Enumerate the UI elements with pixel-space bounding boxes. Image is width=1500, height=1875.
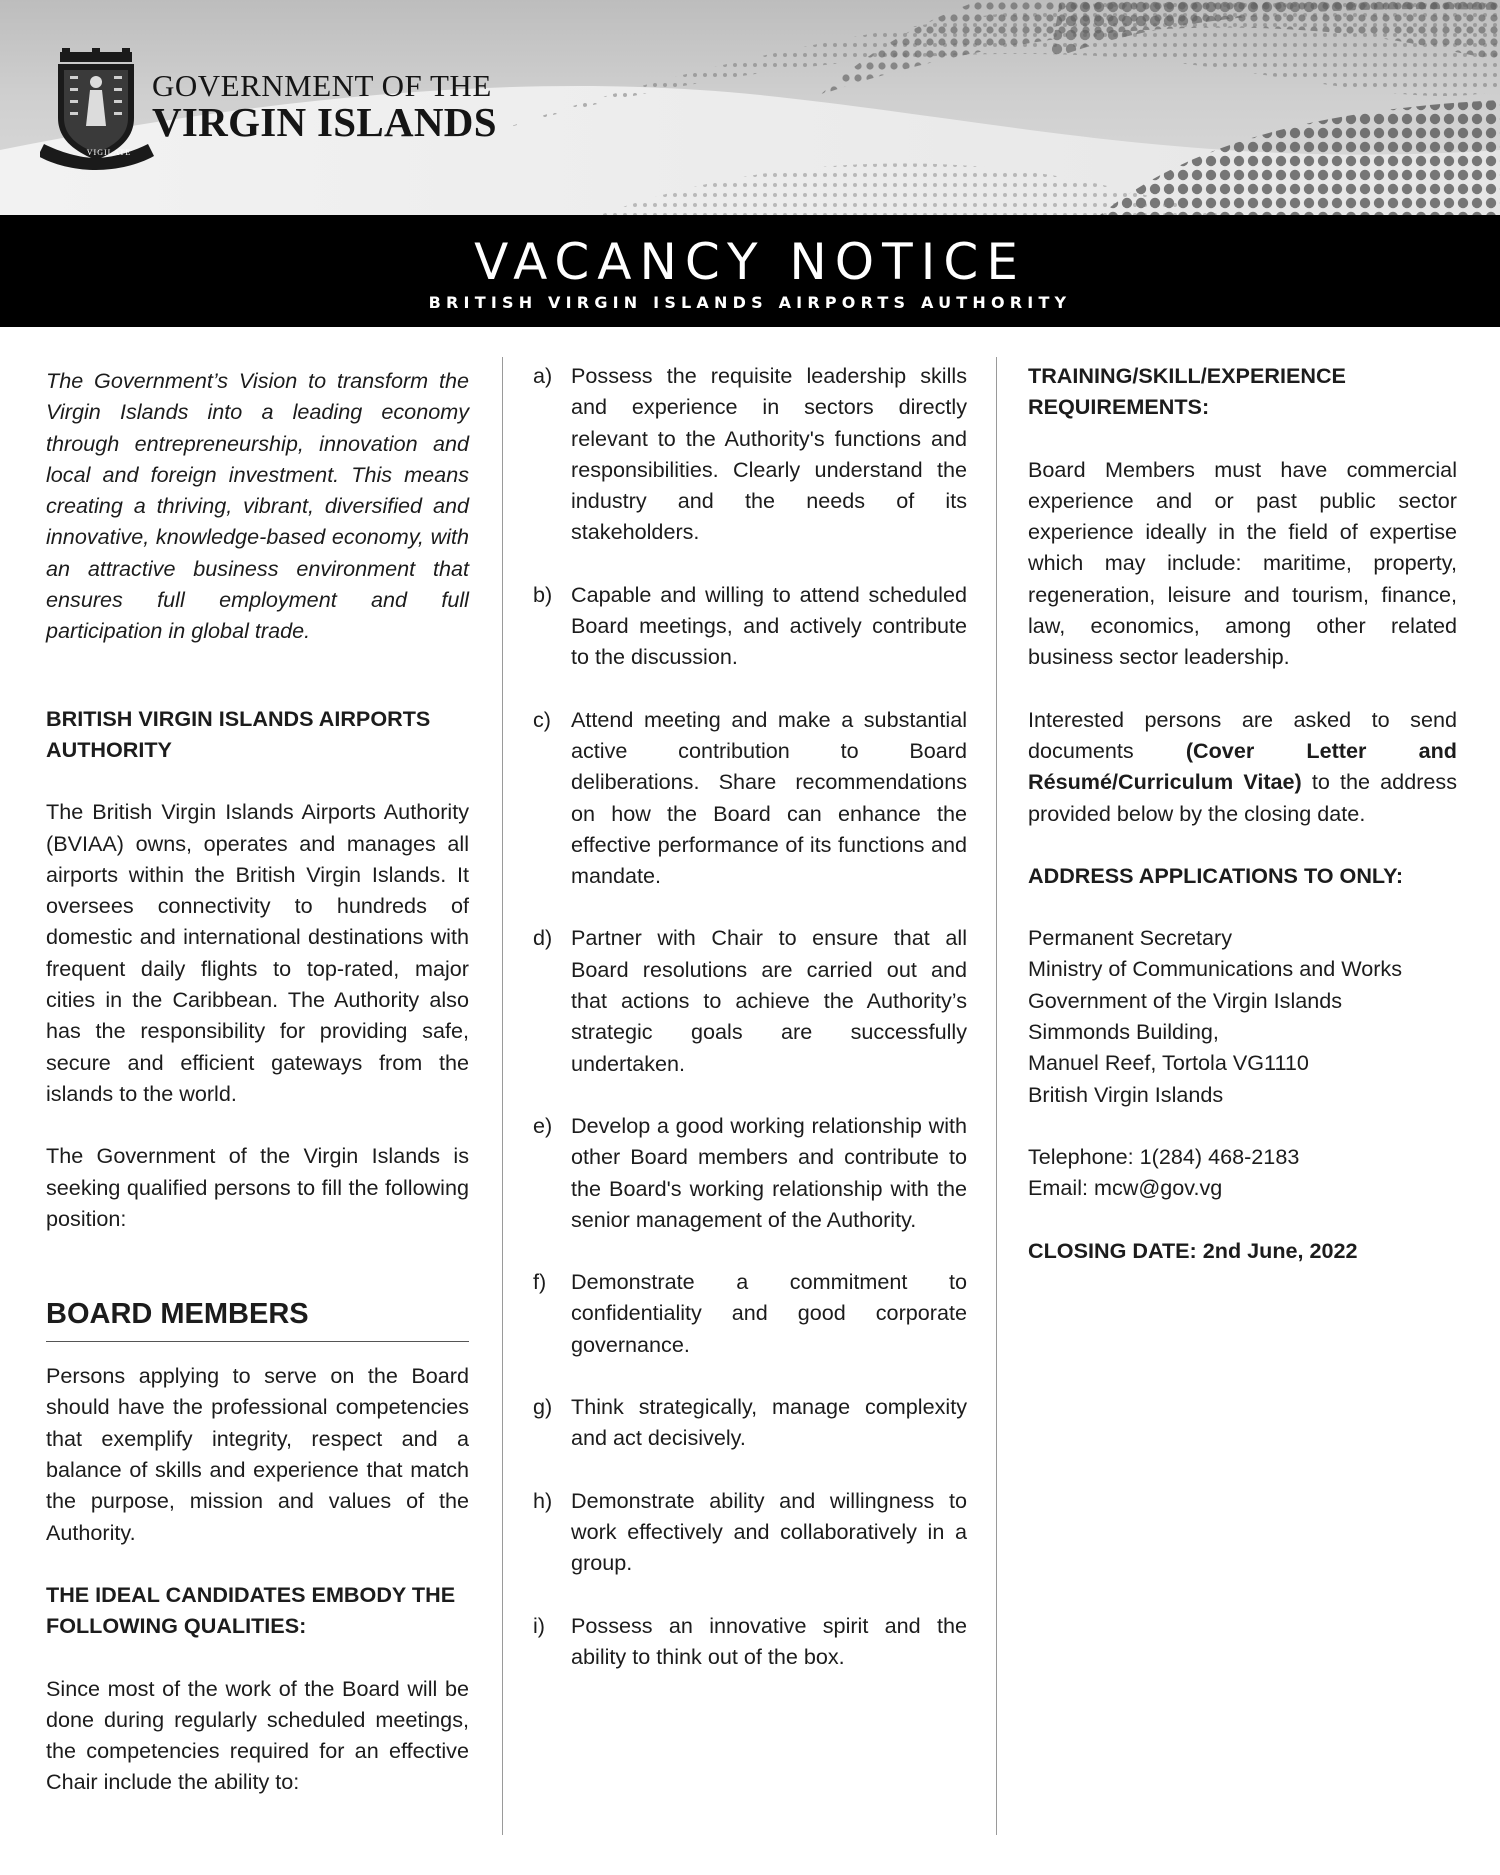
list-item: [533, 704, 967, 892]
address-line: Permanent Secretary: [1028, 925, 1233, 951]
list-item: [533, 1110, 967, 1235]
requirements-text: Board Members must have commercial experience and or past public sector experience ideally in the field of expertise which may include: maritime, property, regeneration, leisure and tourism, finance, law, economics, among other related business sector leadership.: [1028, 456, 1457, 670]
qualities-heading: THE IDEAL CANDIDATES EMBODY THE FOLLOWING QUALITIES:: [46, 1581, 456, 1639]
authority-heading: BRITISH VIRGIN ISLANDS AIRPORTS AUTHORITY: [46, 705, 431, 762]
motto-text: VIGILATE: [86, 148, 132, 157]
list-item-text: Capable and willing to attend scheduled Board meetings, and actively contribute to the discussion.: [571, 581, 967, 670]
apply-suffix: to the address provided below by the closing date.: [1028, 769, 1457, 826]
apply-documents: (Cover Letter and Résumé/Curriculum Vitae): [1028, 737, 1457, 795]
contact-info: [1028, 1141, 1457, 1204]
list-item-label: c): [533, 706, 551, 732]
list-item-label: e): [533, 1112, 553, 1138]
list-item: [533, 1266, 967, 1360]
header-banner: [0, 0, 1500, 215]
position-title: BOARD MEMBERS: [46, 1296, 469, 1342]
list-item: [533, 1485, 967, 1579]
column-left: [46, 360, 469, 1798]
list-item-label: g): [533, 1394, 553, 1420]
apply-prefix: Interested persons are asked to send documents: [1028, 706, 1457, 763]
authority-description: The British Virgin Islands Airports Authority (BVIAA) owns, operates and manages all airports within the British Virgin Islands. It oversees connectivity to hundreds of domestic and international destinations with frequent daily flights to top-rated, major cities in the Caribbean. The Authority also has the responsibility for providing safe, secure and efficient gateways from the islands to the world.: [46, 799, 469, 1106]
list-item: [533, 579, 967, 673]
address-line: Ministry of Communications and Works: [1028, 956, 1403, 982]
position-description: Persons applying to serve on the Board should have the professional competencies that exemplify integrity, respect and a balance of skills and experience that match the purpose, mission and values of the Authority.: [46, 1363, 469, 1545]
list-item-text: Possess the requisite leadership skills and experience in sectors directly relevant to the Authority's functions and responsibilities. Clearly understand the industry and the needs of its stakeholders.: [571, 363, 967, 545]
list-item-label: i): [533, 1612, 545, 1638]
vision-statement: The Government’s Vision to transform the Virgin Islands into a leading economy through entrepreneurship, innovation and local and foreign investment. This means creating a thriving, vibrant, diversified and innovative, knowledge-based economy, with an attractive business environment that ensures full employment and full participation in global trade.: [46, 368, 469, 644]
mailing-address: [1028, 922, 1457, 1110]
list-item: [533, 1391, 967, 1454]
list-item-label: d): [533, 925, 553, 951]
list-item-text: Demonstrate a commitment to confidentiality and good corporate governance.: [571, 1269, 967, 1357]
email-address[interactable]: Email: mcw@gov.vg: [1028, 1175, 1223, 1201]
column-middle: [533, 360, 967, 1672]
telephone-number: Telephone: 1(284) 468-2183: [1028, 1143, 1300, 1169]
address-line: Manuel Reef, Tortola VG1110: [1028, 1050, 1309, 1076]
title-bar: [0, 215, 1500, 327]
column-divider-2: [996, 357, 997, 1835]
address-line: British Virgin Islands: [1028, 1081, 1224, 1107]
page-title: VACANCY NOTICE: [474, 233, 1026, 291]
column-right: [1028, 360, 1457, 1266]
list-item-text: Develop a good working relationship with other Board members and contribute to the Board's working relationship with the senior management of the Authority.: [571, 1112, 967, 1232]
list-item: [533, 1610, 967, 1673]
column-divider-1: [502, 357, 503, 1835]
address-line: Simmonds Building,: [1028, 1019, 1219, 1045]
address-heading: ADDRESS APPLICATIONS TO ONLY:: [1028, 862, 1404, 888]
address-line: Government of the Virgin Islands: [1028, 987, 1343, 1013]
list-item-label: a): [533, 363, 553, 388]
list-item: [533, 922, 967, 1078]
requirements-heading: TRAINING/SKILL/EXPERIENCE REQUIREMENTS:: [1028, 363, 1346, 420]
application-instructions: [1028, 704, 1457, 829]
list-item-text: Partner with Chair to ensure that all Board resolutions are carried out and that actions to achieve the Authority’s strategic goals are successfully undertaken.: [571, 925, 967, 1076]
page-subtitle: BRITISH VIRGIN ISLANDS AIRPORTS AUTHORITY: [428, 293, 1072, 312]
org-name-line2: VIRGIN ISLANDS: [152, 99, 497, 145]
list-item-label: f): [533, 1269, 547, 1295]
list-item: [533, 360, 967, 548]
list-item-text: Possess an innovative spirit and the ability to think out of the box.: [571, 1612, 967, 1669]
list-item-text: Demonstrate ability and willingness to work effectively and collaboratively in a group.: [571, 1487, 967, 1576]
list-item-label: h): [533, 1487, 553, 1513]
org-name-line1: GOVERNMENT OF THE: [152, 68, 492, 103]
government-logo: [40, 48, 497, 176]
closing-date: CLOSING DATE: 2nd June, 2022: [1028, 1237, 1358, 1263]
list-item-text: Think strategically, manage complexity and act decisively.: [571, 1394, 967, 1451]
seeking-statement: The Government of the Virgin Islands is seeking qualified persons to fill the following position:: [46, 1143, 469, 1231]
list-item-text: Attend meeting and make a substantial active contribution to Board deliberations. Share recommendations on how the Board can enhance the effective performance of its functions and mandate.: [571, 706, 967, 889]
list-item-label: b): [533, 581, 553, 607]
qualities-intro: Since most of the work of the Board will be done during regularly scheduled meetings, the competencies required for an effective Chair include the ability to:: [46, 1675, 469, 1795]
